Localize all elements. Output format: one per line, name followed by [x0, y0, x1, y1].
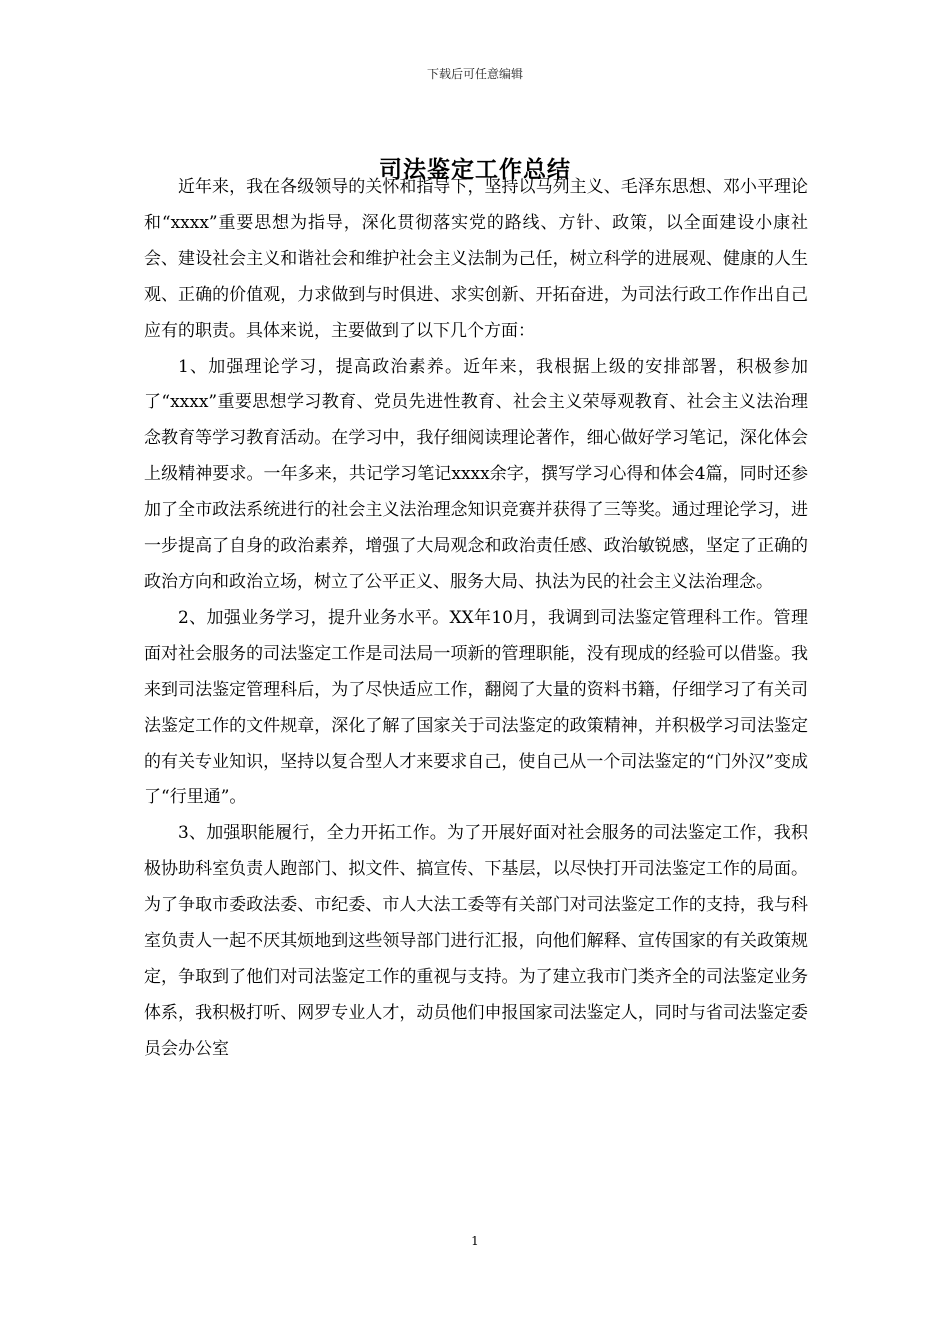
paragraph-intro: 近年来，我在各级领导的关怀和指导下，坚持以马列主义、毛泽东思想、邓小平理论和“xxxx”重要思想为指导，深化贯彻落实党的路线、方针、政策，以全面建设小康社会、建设社会主义和谐社会和维护社会主义法制为己任，树立科学的进展观、健康的人生观、正确的价值观，力求做到与时俱进、求实创新、开拓奋进，为司法行政工作作出自己应有的职责。具体来说，主要做到了以下几个方面：: [144, 177, 808, 341]
paragraph-theory-study: 1、加强理论学习，提高政治素养。近年来，我根据上级的安排部署，积极参加了“xxxx”重要思想学习教育、党员先进性教育、社会主义荣辱观教育、社会主义法治理念教育等学习教育活动。在学习中，我仔细阅读理论著作，细心做好学习笔记，深化体会上级精神要求。一年多来，共记学习笔记xxxx余字，撰写学习心得和体会4篇，同时还参加了全市政法系统进行的社会主义法治理念知识竞赛并获得了三等奖。通过理论学习，进一步提高了自身的政治素养，增强了大局观念和政治责任感、政治敏锐感，坚定了正确的政治方向和政治立场，树立了公平正义、服务大局、执法为民的社会主义法治理念。: [144, 356, 808, 592]
document-body: [144, 170, 808, 1068]
page-number: 1: [471, 1234, 479, 1248]
document-title: 司法鉴定工作总结: [379, 157, 571, 183]
paragraph-function-performance: 3、加强职能履行，全力开拓工作。为了开展好面对社会服务的司法鉴定工作，我积极协助科室负责人跑部门、拟文件、搞宣传、下基层，以尽快打开司法鉴定工作的局面。为了争取市委政法委、市纪委、市人大法工委等有关部门对司法鉴定工作的支持，我与科室负责人一起不厌其烦地到这些领导部门进行汇报，向他们解释、宣传国家的有关政策规定，争取到了他们对司法鉴定工作的重视与支持。为了建立我市门类齐全的司法鉴定业务体系，我积极打听、网罗专业人才，动员他们申报国家司法鉴定人，同时与省司法鉴定委员会办公室: [144, 823, 808, 1059]
paragraph-business-study: 2、加强业务学习，提升业务水平。XX年10月，我调到司法鉴定管理科工作。管理面对社会服务的司法鉴定工作是司法局一项新的管理职能，没有现成的经验可以借鉴。我来到司法鉴定管理科后，为了尽快适应工作，翻阅了大量的资料书籍，仔细学习了有关司法鉴定工作的文件规章，深化了解了国家关于司法鉴定的政策精神，并积极学习司法鉴定的有关专业知识，坚持以复合型人才来要求自己，使自己从一个司法鉴定的“门外汉”变成了“行里通”。: [144, 607, 808, 808]
header-note: 下载后可任意编辑: [426, 67, 523, 81]
